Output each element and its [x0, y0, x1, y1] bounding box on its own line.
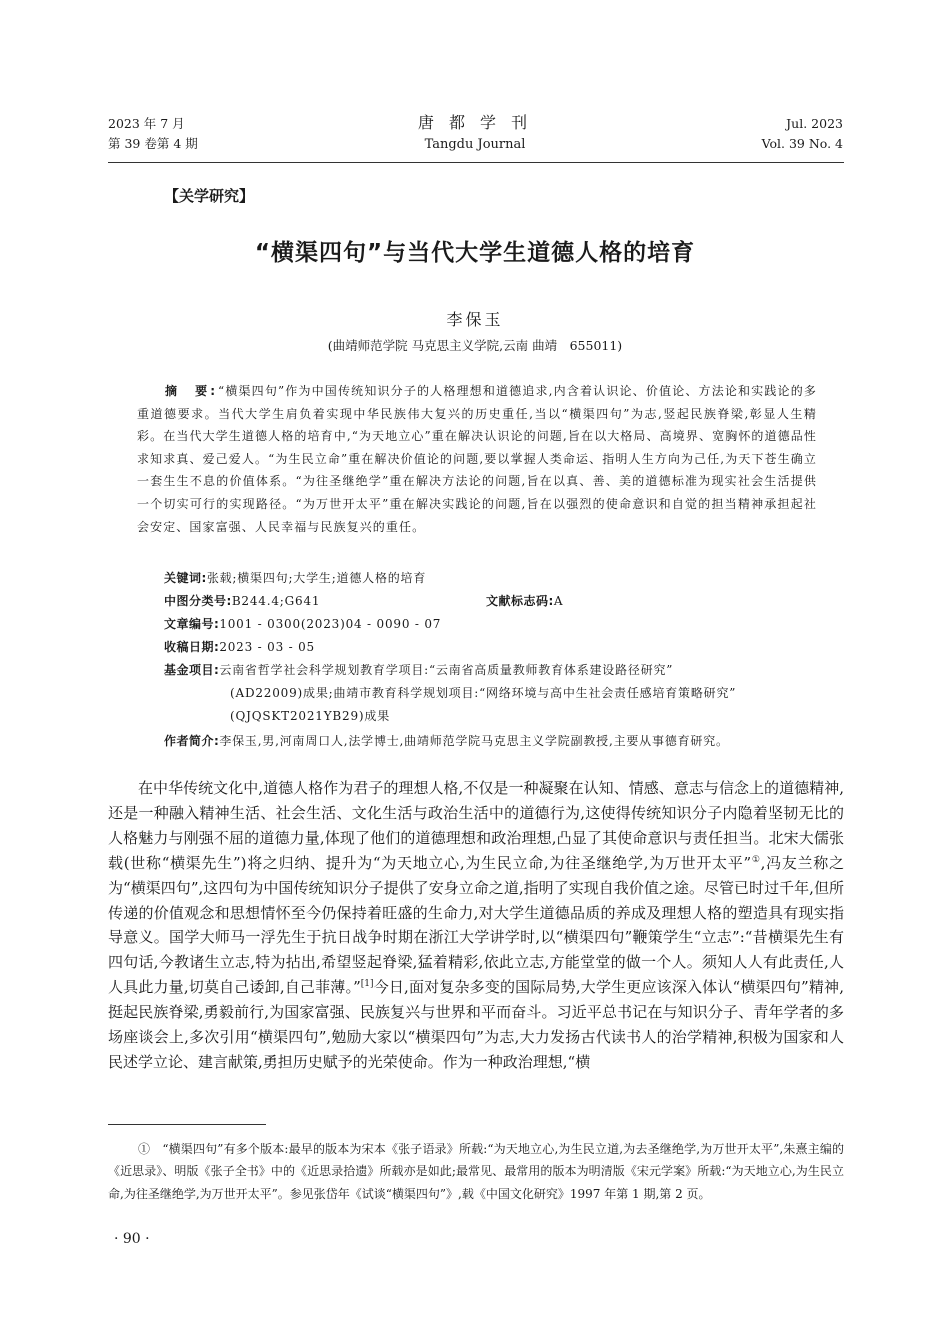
received-date-label: 收稿日期: — [164, 640, 220, 654]
abstract-text: “横渠四句”作为中国传统知识分子的人格理想和道德追求,内含着认识论、价值论、方法论和实践论的多重道德要求。当代大学生肩负着实现中华民族伟大复兴的历史重任,当以“横渠四句”为志,竖起民族脊梁,彰显人生精彩。在当代大学生道德人格的培育中,“为天地立心”重在解决认识论的问题,旨在以大格局、高境界、宽胸怀的道德品性求知求真、爱己爱人。“为生民立命”重在解决价值论的问题,要以掌握人类命运、指明人生方向为己任,为天下苍生确立一套生生不息的价值体系。“为往圣继绝学”重在解决方法论的问题,旨在以真、善、美的道德标准为现实社会生活提供一个切实可行的实现路径。“为万世开太平”重在解决实践论的问题,旨在以强烈的使命意识和自觉的担当精神承担起社会安定、国家富强、人民幸福与民族复兴的重任。 — [137, 384, 817, 534]
abstract-label: 摘 要: — [165, 384, 219, 398]
doc-code-row — [486, 590, 563, 613]
header-divider — [108, 162, 844, 163]
header-issue-info-en — [762, 114, 843, 154]
received-date-value: 2023 - 03 - 05 — [219, 640, 315, 654]
column-label: 【关学研究】 — [164, 187, 255, 205]
article-number-row — [164, 613, 441, 636]
footnote-marker: ① — [751, 854, 761, 865]
fund-line-3: (QJQSKT2021YB29)成果 — [230, 709, 390, 723]
footnote-mark: ① — [138, 1142, 151, 1156]
fund-line-1: 云南省哲学社会科学规划教育学项目:“云南省高质量教师教育体系建设路径研究” — [219, 663, 674, 677]
footnote-text: “横渠四句”有多个版本:最早的版本为宋本《张子语录》所载:“为天地立心,为生民立道,为去圣继绝学,为万世开太平”,朱熹主编的《近思录》、明版《张子全书》中的《近思录拾遗》所载亦是如此;最常见、最常用的版本为明清版《宋元学案》所载:“为天地立心,为生民立命,为往圣继绝学,为万世开太平”。参见张岱年《试谈“横渠四句”》,载《中国文化研究》1997 年第 1 期,第 2 页。 — [108, 1142, 844, 1201]
body-paragraph — [108, 776, 844, 1075]
article-number-value: 1001 - 0300(2023)04 - 0090 - 07 — [219, 617, 442, 631]
article-title: “横渠四句”与当代大学生道德人格的培育 — [254, 240, 696, 266]
footnote-divider — [108, 1124, 266, 1125]
fund-line-2: (AD22009)成果;曲靖市教育科学规划项目:“网络环境与高中生社会责任感培育策略研究” — [230, 686, 737, 700]
clc-row — [164, 590, 320, 613]
journal-name-cn: 唐 都 学 刊 — [417, 113, 533, 132]
header-date: 2023 年 7 月 — [108, 116, 185, 131]
author-bio-row — [164, 730, 729, 753]
journal-name-en: Tangdu Journal — [424, 137, 526, 152]
keywords-row — [164, 567, 426, 590]
footnote — [108, 1138, 844, 1205]
fund-row — [164, 659, 673, 682]
doc-code-label: 文献标志码: — [486, 594, 554, 608]
body-text-part-2: ,冯友兰称之为“横渠四句”,这四句为中国传统知识分子提供了安身立命之道,指明了实现自我价值之途。尽管已时过千年,但所传递的价值观念和思想情怀至今仍保持着旺盛的生命力,对大学生道德品质的养成及理想人格的塑造具有现实指导意义。国学大师马一浮先生于抗日战争时期在浙江大学讲学时,以“横渠四句”鞭策学生“立志”:“昔横渠先生有四句话,今教诸生立志,特为拈出,希望竖起脊梁,猛着精彩,依此立志,方能堂堂的做一个人。须知人人有此责任,人人具此力量,切莫自己诿卸,自己菲薄。” — [108, 853, 844, 997]
clc-value: B244.4;G641 — [231, 594, 321, 608]
body-text-part-3: 今日,面对复杂多变的国际局势,大学生更应该深入体认“横渠四句”精神,挺起民族脊梁,勇毅前行,为国家富强、民族复兴与世界和平而奋斗。习近平总书记在与知识分子、青年学者的多场座谈会上,多次引用“横渠四句”,勉励大家以“横渠四句”为志,大力发扬古代读书人的治学精神,积极为国家和人民述学立论、建言献策,勇担历史赋予的光荣使命。作为一种政治理想,“横 — [108, 978, 844, 1071]
header-volume-en: Vol. 39 No. 4 — [761, 136, 843, 151]
page-number: · 90 · — [114, 1231, 150, 1247]
header-volume: 第 39 卷第 4 期 — [108, 136, 198, 151]
author-bio-label: 作者简介: — [164, 734, 220, 748]
body-text-part-1: 在中华传统文化中,道德人格作为君子的理想人格,不仅是一种凝聚在认知、情感、意志与信念上的道德精神,还是一种融入精神生活、社会生活、文化生活与政治生活中的道德行为,这使得传统知识分子内隐着坚韧无比的人格魅力与刚强不屈的道德力量,体现了他们的道德理想和政治理想,凸显了其使命意识与责任担当。北宋大儒张载(世称“横渠先生”)将之归纳、提升为“为天地立心,为生民立命,为往圣继绝学,为万世开太平” — [108, 779, 844, 872]
article-number-label: 文章编号: — [164, 617, 220, 631]
author-bio-value: 李保玉,男,河南周口人,法学博士,曲靖师范学院马克思主义学院副教授,主要从事德育研究。 — [219, 734, 729, 748]
received-date-row — [164, 636, 315, 659]
author-affiliation: (曲靖师范学院 马克思主义学院,云南 曲靖 655011) — [327, 338, 623, 353]
header-date-en: Jul. 2023 — [786, 116, 843, 131]
fund-label: 基金项目: — [164, 663, 220, 677]
abstract — [137, 380, 817, 538]
doc-code-value: A — [553, 594, 564, 608]
reference-marker: [1] — [360, 979, 374, 990]
author-name: 李保玉 — [446, 310, 504, 329]
clc-label: 中图分类号: — [164, 594, 232, 608]
keywords-label: 关键词: — [164, 571, 207, 585]
keywords-value: 张载;横渠四句;大学生;道德人格的培育 — [206, 571, 427, 585]
